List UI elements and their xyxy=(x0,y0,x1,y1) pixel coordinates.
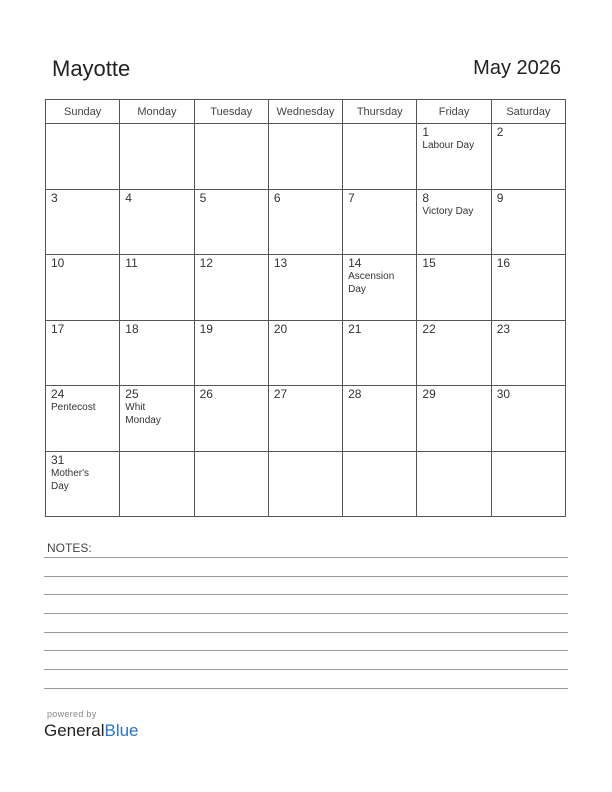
day-cell[interactable] xyxy=(120,124,194,190)
day-cell[interactable] xyxy=(268,451,342,517)
day-cell[interactable] xyxy=(46,189,120,255)
day-cell[interactable] xyxy=(46,386,120,452)
holiday-label: Pentecost xyxy=(51,402,96,413)
week-row xyxy=(46,124,566,190)
day-number: 2 xyxy=(496,125,504,139)
weekday-header: Monday xyxy=(120,100,194,124)
day-cell[interactable] xyxy=(417,386,491,452)
day-cell[interactable] xyxy=(194,189,268,255)
day-number: 13 xyxy=(273,256,288,270)
day-cell[interactable] xyxy=(194,124,268,190)
day-number: 7 xyxy=(348,190,355,205)
day-number: 12 xyxy=(199,256,213,270)
day-number: 1 xyxy=(422,125,430,139)
day-cell[interactable] xyxy=(417,124,491,190)
day-cell[interactable] xyxy=(194,451,268,517)
day-cell[interactable] xyxy=(343,386,417,452)
month-year-title: May 2026 xyxy=(473,57,561,79)
day-cell[interactable] xyxy=(120,451,194,517)
note-line xyxy=(44,576,568,577)
day-cell[interactable] xyxy=(120,189,194,255)
day-cell[interactable] xyxy=(268,386,342,452)
day-number: 24 xyxy=(51,387,65,401)
week-row xyxy=(46,189,566,255)
day-number: 19 xyxy=(199,321,213,336)
day-number: 15 xyxy=(422,256,436,270)
week-row xyxy=(46,386,566,452)
day-number: 23 xyxy=(496,321,511,336)
day-cell[interactable] xyxy=(46,124,120,190)
day-cell[interactable] xyxy=(343,451,417,517)
note-line xyxy=(44,594,568,595)
holiday-label: Labour Day xyxy=(422,140,475,151)
note-line xyxy=(44,669,568,670)
day-cell[interactable] xyxy=(491,255,565,321)
day-cell[interactable] xyxy=(417,320,491,386)
day-number: 11 xyxy=(125,256,138,270)
week-row xyxy=(46,451,566,517)
day-cell[interactable] xyxy=(268,189,342,255)
day-number: 14 xyxy=(348,256,362,270)
day-number: 29 xyxy=(422,387,436,401)
day-number: 25 xyxy=(125,387,139,401)
calendar-grid xyxy=(45,99,566,517)
brand-logo[interactable] xyxy=(44,721,139,741)
day-number: 8 xyxy=(422,190,430,205)
day-number: 5 xyxy=(199,190,207,205)
day-cell[interactable] xyxy=(417,189,491,255)
day-cell[interactable] xyxy=(268,255,342,321)
day-cell[interactable] xyxy=(491,451,565,517)
day-number: 18 xyxy=(125,321,139,336)
day-number: 26 xyxy=(199,387,213,401)
day-number: 10 xyxy=(51,256,65,270)
notes-label: NOTES: xyxy=(47,541,92,555)
day-cell[interactable] xyxy=(491,189,565,255)
day-cell[interactable] xyxy=(268,320,342,386)
day-cell[interactable] xyxy=(417,255,491,321)
day-cell[interactable] xyxy=(491,124,565,190)
note-line xyxy=(44,613,568,614)
weekday-header: Thursday xyxy=(343,100,417,124)
day-cell[interactable] xyxy=(268,124,342,190)
powered-by-text: powered by xyxy=(47,709,97,719)
country-title: Mayotte xyxy=(52,56,131,81)
week-row xyxy=(46,320,566,386)
day-cell[interactable] xyxy=(194,255,268,321)
weekday-header: Friday xyxy=(417,100,491,124)
week-row xyxy=(46,255,566,321)
day-cell[interactable] xyxy=(46,320,120,386)
note-line xyxy=(44,650,568,651)
day-number: 3 xyxy=(51,190,58,205)
day-cell[interactable] xyxy=(120,386,194,452)
day-cell[interactable] xyxy=(417,451,491,517)
day-cell[interactable] xyxy=(120,255,194,321)
holiday-label: Mother's Day xyxy=(51,467,90,492)
weekday-header: Tuesday xyxy=(194,100,268,124)
day-number: 31 xyxy=(51,452,65,467)
day-cell[interactable] xyxy=(343,124,417,190)
day-number: 9 xyxy=(496,190,504,205)
day-number: 27 xyxy=(273,387,288,401)
note-line xyxy=(44,688,568,689)
note-line xyxy=(44,632,568,633)
weekday-header-row xyxy=(46,100,566,124)
day-number: 30 xyxy=(496,387,511,401)
day-cell[interactable] xyxy=(46,255,120,321)
brand-name-part2: Blue xyxy=(104,721,139,740)
day-cell[interactable] xyxy=(46,451,120,517)
day-cell[interactable] xyxy=(491,386,565,452)
day-number: 16 xyxy=(496,256,511,270)
day-number: 20 xyxy=(273,321,288,336)
day-cell[interactable] xyxy=(120,320,194,386)
day-number: 22 xyxy=(422,321,436,336)
weekday-header: Saturday xyxy=(491,100,565,124)
holiday-label: Victory Day xyxy=(422,205,474,217)
day-cell[interactable] xyxy=(491,320,565,386)
weekday-header: Wednesday xyxy=(268,100,342,124)
day-cell[interactable] xyxy=(343,255,417,321)
day-number: 17 xyxy=(51,321,65,336)
weekday-header: Sunday xyxy=(46,100,120,124)
day-number: 6 xyxy=(273,190,281,205)
note-line xyxy=(44,557,568,558)
day-number: 28 xyxy=(348,387,362,401)
day-cell[interactable] xyxy=(343,189,417,255)
day-number: 4 xyxy=(125,190,132,205)
holiday-label: Whit Monday xyxy=(125,402,161,426)
day-cell[interactable] xyxy=(194,386,268,452)
day-cell[interactable] xyxy=(343,320,417,386)
day-cell[interactable] xyxy=(194,320,268,386)
brand-name-part1: General xyxy=(44,721,105,740)
day-number: 21 xyxy=(348,321,362,336)
holiday-label: Ascension Day xyxy=(348,271,395,295)
